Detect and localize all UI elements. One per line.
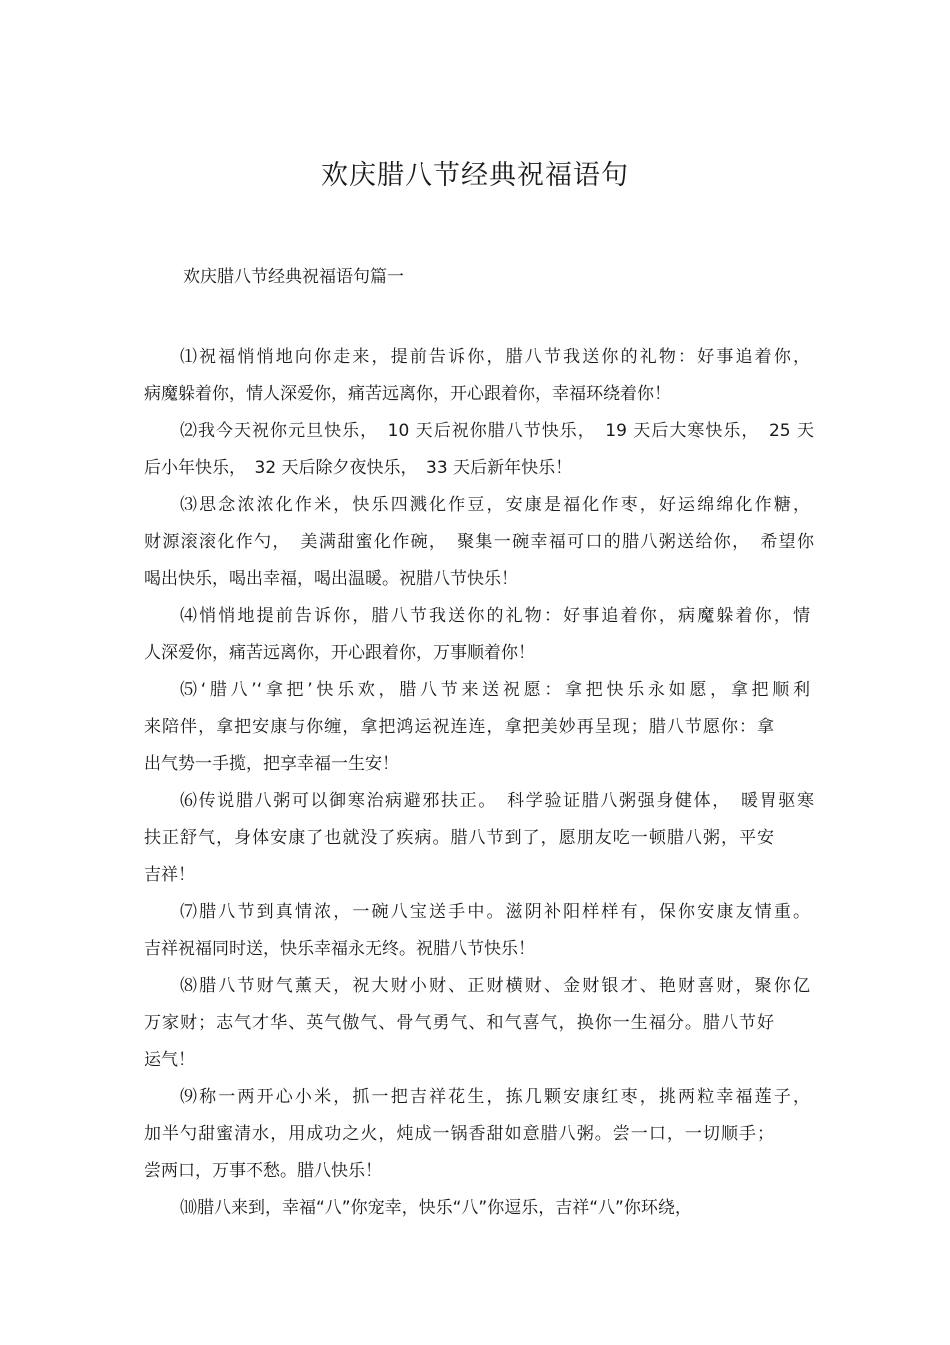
paragraph-line: ⑶思念浓浓化作米，快乐四溅化作豆，安康是福化作枣，好运绵绵化作糖， <box>180 495 810 515</box>
blessing-paragraph <box>144 1190 814 1227</box>
paragraph-line: 后小年快乐， 32 天后除夕夜快乐， 33 天后新年快乐！ <box>144 458 573 478</box>
paragraph-line: ⑹传说腊八粥可以御寒治病避邪扶正。 科学验证腊八粥强身健体， 暖胃驱寒 <box>180 791 814 811</box>
paragraph-line: 吉祥！ <box>144 865 195 885</box>
paragraph-line: 财源滚滚化作勺， 美满甜蜜化作碗， 聚集一碗幸福可口的腊八粥送给你， 希望你 <box>144 532 814 552</box>
blessing-paragraph <box>144 339 814 413</box>
blessing-paragraph <box>144 487 814 598</box>
paragraph-line: ⑺腊八节到真情浓，一碗八宝送手中。滋阴补阳样样有，保你安康友情重。 <box>180 902 810 922</box>
paragraph-line: 运气！ <box>144 1050 195 1070</box>
blessing-paragraph <box>144 598 814 672</box>
blessing-paragraph <box>144 968 814 1079</box>
paragraph-line: 出气势一手揽，把享幸福一生安！ <box>144 754 399 774</box>
paragraph-line: ⑷悄悄地提前告诉你，腊八节我送你的礼物：好事追着你，病魔躲着你，情 <box>180 606 810 626</box>
blessing-paragraph <box>144 413 814 487</box>
paragraph-line: ⑼称一两开心小米，抓一把吉祥花生，拣几颗安康红枣，挑两粒幸福莲子， <box>180 1087 810 1107</box>
paragraph-line: ⑻腊八节财气薰天，祝大财小财、正财横财、金财银才、艳财喜财，聚你亿 <box>180 976 810 996</box>
paragraph-line: 喝出快乐，喝出幸福，喝出温暖。祝腊八节快乐！ <box>144 569 518 589</box>
document-title: 欢庆腊八节经典祝福语句 <box>321 160 629 191</box>
paragraph-line: 加半勺甜蜜清水，用成功之火，炖成一锅香甜如意腊八粥。尝一口，一切顺手； <box>144 1124 774 1144</box>
paragraph-line: 人深爱你，痛苦远离你，开心跟着你，万事顺着你！ <box>144 643 535 663</box>
paragraph-line: ⑸‘腊八’‘拿把’快乐欢，腊八节来送祝愿：拿把快乐永如愿，拿把顺利 <box>180 680 810 700</box>
paragraph-line: 来陪伴，拿把安康与你缠，拿把鸿运祝连连，拿把美妙再呈现；腊八节愿你：拿 <box>144 717 774 737</box>
paragraph-line: ⑽腊八来到，幸福“八”你宠幸，快乐“八”你逗乐，吉祥“八”你环绕， <box>180 1198 692 1218</box>
paragraph-line: 扶正舒气，身体安康了也就没了疾病。腊八节到了，愿朋友吃一顿腊八粥，平安 <box>144 828 774 848</box>
paragraph-line: ⑵我今天祝你元旦快乐， 10 天后祝你腊八节快乐， 19 天后大寒快乐， 25 天 <box>180 421 814 441</box>
paragraph-line: 尝两口，万事不愁。腊八快乐！ <box>144 1161 382 1181</box>
paragraph-line: 万家财；志气才华、英气傲气、骨气勇气、和气喜气，换你一生福分。腊八节好 <box>144 1013 774 1033</box>
blessing-paragraph <box>144 672 814 783</box>
blessing-paragraph <box>144 1079 814 1190</box>
paragraph-line: 病魔躲着你，情人深爱你，痛苦远离你，开心跟着你，幸福环绕着你！ <box>144 384 671 404</box>
body-text <box>144 339 814 1227</box>
paragraph-line: 吉祥祝福同时送，快乐幸福永无终。祝腊八节快乐！ <box>144 939 535 959</box>
blessing-paragraph <box>144 783 814 894</box>
section-heading: 欢庆腊八节经典祝福语句篇一 <box>183 267 404 287</box>
paragraph-line: ⑴祝福悄悄地向你走来，提前告诉你，腊八节我送你的礼物：好事追着你， <box>180 347 810 367</box>
blessing-paragraph <box>144 894 814 968</box>
